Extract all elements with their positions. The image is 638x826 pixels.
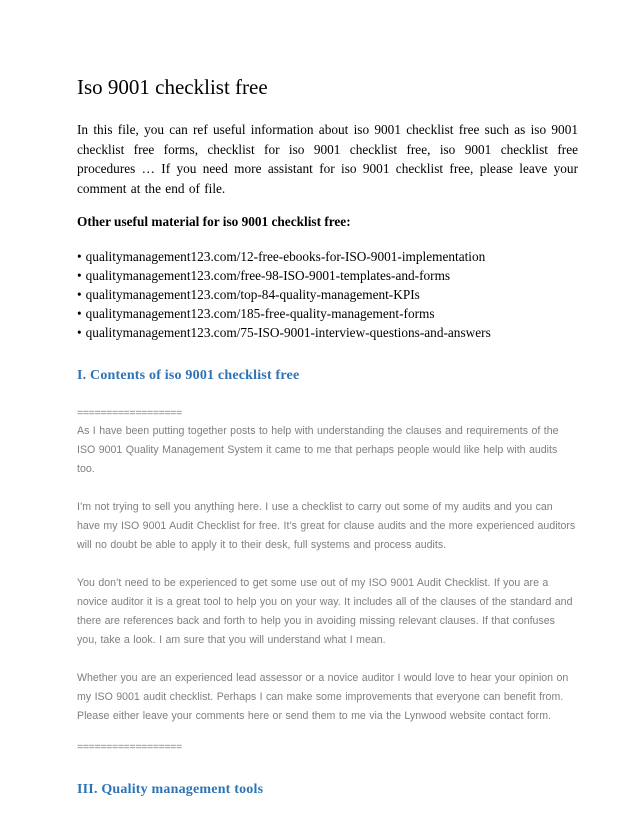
body-paragraph: You don’t need to be experienced to get some use out of my ISO 9001 Audit Checklist. If you are a novice auditor it is a great tool to help you on your way. It includes all of the clauses of the standard and there are references back and forth to help you in avoiding missing relevant clauses. If that confuses you, take a look. I am sure that you will understand what I mean. <box>77 577 573 646</box>
body-paragraph: Whether you are an experienced lead assessor or a novice auditor I would love to hear your opinion on my ISO 9001 audit checklist. Perhaps I can make some improvements that everyone can benefit from. Please either leave your comments here or send them to me via the Lynwood website contact form. <box>77 672 569 722</box>
resource-link-item[interactable] <box>77 266 578 285</box>
section-heading-quality-tools: III. Quality management tools <box>77 782 264 797</box>
other-material-heading: Other useful material for iso 9001 checklist free: <box>77 214 351 229</box>
resource-link-text[interactable]: qualitymanagement123.com/top-84-quality-management-KPIs <box>85 287 420 302</box>
body-paragraph: As I have been putting together posts to help with understanding the clauses and requirements of the ISO 9001 Quality Management System it came to me that perhaps people would like help with audits too. <box>77 425 559 475</box>
resource-link-item[interactable] <box>77 304 578 323</box>
resource-link-item[interactable] <box>77 285 578 304</box>
resource-link-item[interactable] <box>77 247 578 266</box>
separator-rule: ================== <box>77 741 182 753</box>
resource-link-list <box>77 247 578 342</box>
resource-link-text[interactable]: qualitymanagement123.com/12-free-ebooks-for-ISO-9001-implementation <box>85 249 486 264</box>
bullet-icon: • <box>77 287 82 302</box>
resource-link-text[interactable]: qualitymanagement123.com/75-ISO-9001-interview-questions-and-answers <box>85 325 491 340</box>
section-heading-contents: I. Contents of iso 9001 checklist free <box>77 368 300 383</box>
bullet-icon: • <box>77 306 82 321</box>
resource-link-text[interactable]: qualitymanagement123.com/185-free-quality-management-forms <box>85 306 435 321</box>
separator-rule: ================== <box>77 407 182 419</box>
resource-link-item[interactable] <box>77 323 578 342</box>
resource-link-text[interactable]: qualitymanagement123.com/free-98-ISO-9001-templates-and-forms <box>85 268 451 283</box>
bullet-icon: • <box>77 249 82 264</box>
bullet-icon: • <box>77 325 82 340</box>
bullet-icon: • <box>77 268 82 283</box>
document-title: Iso 9001 checklist free <box>77 75 268 99</box>
body-paragraph: I’m not trying to sell you anything here. I use a checklist to carry out some of my audits and you can have my ISO 9001 Audit Checklist for free. It’s great for clause audits and the more experienced auditors will no doubt be able to apply it to their desk, full systems and process audits. <box>77 501 576 551</box>
intro-paragraph: In this file, you can ref useful information about iso 9001 checklist free such as iso 9001 checklist free forms, checklist for iso 9001 checklist free, iso 9001 checklist free procedures … If you need more assistant for iso 9001 checklist free, please leave your comment at the end of file. <box>77 122 578 196</box>
